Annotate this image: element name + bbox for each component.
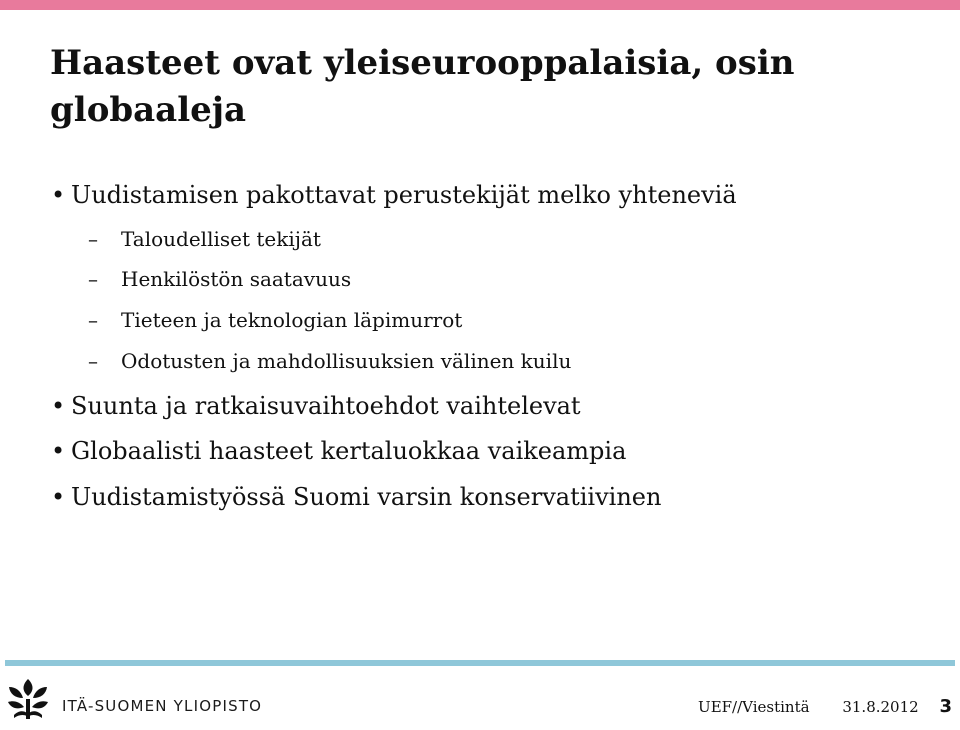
sub-item	[88, 266, 928, 292]
sub-item	[88, 226, 928, 252]
bullet-item	[51, 180, 931, 210]
bullet-text: Globaalisti haasteet kertaluokkaa vaikeampia	[71, 437, 627, 465]
sub-item	[88, 348, 928, 374]
sub-text: Taloudelliset tekijät	[121, 227, 321, 251]
footer-accent-bar	[5, 660, 955, 666]
bullet-text: Suunta ja ratkaisuvaihtoehdot vaihtelevat	[71, 392, 581, 420]
sub-text: Tieteen ja teknologian läpimurrot	[121, 308, 463, 332]
bullet-item	[51, 391, 931, 421]
sub-dash: –	[88, 267, 98, 291]
bullet-item	[51, 436, 931, 466]
uef-leaf-logo-icon	[6, 677, 50, 721]
bullet-dot: •	[51, 392, 66, 420]
bullet-text: Uudistamisen pakottavat perustekijät melko yhteneviä	[71, 181, 737, 209]
footer-info	[698, 696, 952, 717]
page-number: 3	[939, 696, 952, 717]
sub-dash: –	[88, 227, 98, 251]
bullet-item	[51, 482, 931, 512]
footer-date: 31.8.2012	[842, 698, 919, 716]
bullet-dot: •	[51, 483, 66, 511]
top-accent-bar	[0, 0, 960, 10]
bullet-dot: •	[51, 437, 66, 465]
sub-item	[88, 307, 928, 333]
sub-dash: –	[88, 308, 98, 332]
organization-name: ITÄ-SUOMEN YLIOPISTO	[62, 697, 263, 715]
sub-text: Henkilöstön saatavuus	[121, 267, 352, 291]
bullet-dot: •	[51, 181, 66, 209]
sub-dash: –	[88, 349, 98, 373]
sub-text: Odotusten ja mahdollisuuksien välinen kuilu	[121, 349, 572, 373]
slide-title: Haasteet ovat yleiseurooppalaisia, osin globaaleja	[50, 43, 795, 130]
footer-unit: UEF//Viestintä	[698, 698, 810, 716]
bullet-text: Uudistamistyössä Suomi varsin konservatiivinen	[71, 483, 662, 511]
